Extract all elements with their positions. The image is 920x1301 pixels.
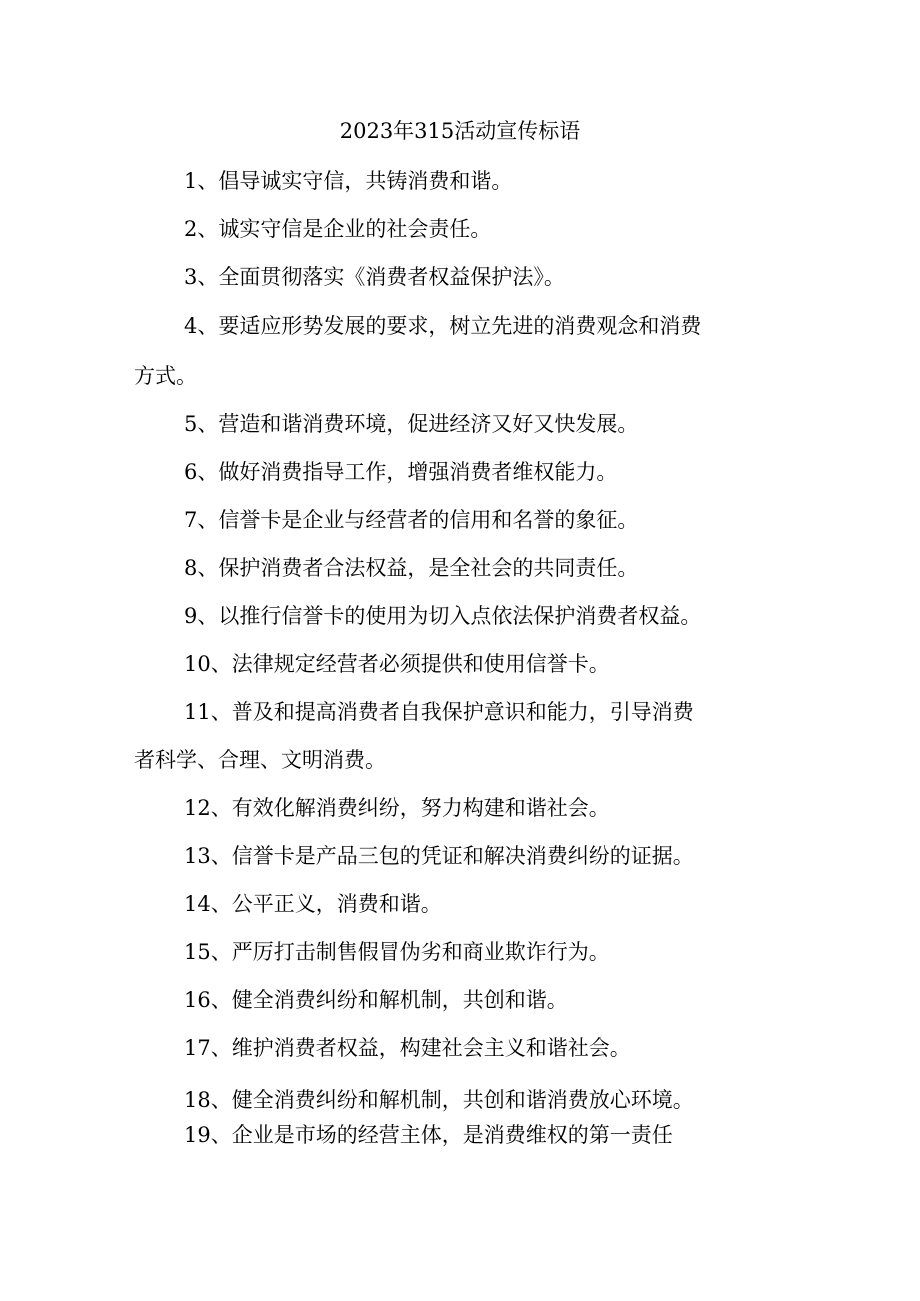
slogan-15: 15、严厉打击制售假冒伪劣和商业欺诈行为。 [184, 940, 610, 964]
document-title: 2023年315活动宣传标语 [339, 119, 581, 143]
slogan-5: 5、营造和谐消费环境，促进经济又好又快发展。 [184, 412, 639, 436]
slogan-13: 13、信誉卡是产品三包的凭证和解决消费纠纷的证据。 [184, 844, 694, 868]
slogan-1: 1、倡导诚实守信，共铸消费和谐。 [184, 169, 513, 193]
slogan-17: 17、维护消费者权益，构建社会主义和谐社会。 [184, 1036, 631, 1060]
slogan-18: 18、健全消费纠纷和解机制，共创和谐消费放心环境。 [184, 1088, 694, 1112]
slogan-3: 3、全面贯彻落实《消费者权益保护法》。 [184, 265, 565, 289]
slogan-8: 8、保护消费者合法权益，是全社会的共同责任。 [184, 556, 639, 580]
slogan-14: 14、公平正义，消费和谐。 [184, 892, 442, 916]
slogan-10: 10、法律规定经营者必须提供和使用信誉卡。 [184, 652, 610, 676]
slogan-7: 7、信誉卡是企业与经营者的信用和名誉的象征。 [184, 508, 639, 532]
slogan-2: 2、诚实守信是企业的社会责任。 [184, 217, 492, 241]
slogan-11-line-2: 者科学、合理、文明消费。 [134, 748, 386, 772]
slogan-19: 19、企业是市场的经营主体，是消费维权的第一责任 [184, 1123, 673, 1147]
slogan-6: 6、做好消费指导工作，增强消费者维权能力。 [184, 460, 618, 484]
slogan-4-line-2: 方式。 [134, 364, 197, 388]
slogan-11-line-1: 11、普及和提高消费者自我保护意识和能力，引导消费 [184, 700, 694, 724]
slogan-9: 9、以推行信誉卡的使用为切入点依法保护消费者权益。 [184, 604, 702, 628]
slogan-16: 16、健全消费纠纷和解机制，共创和谐。 [184, 988, 568, 1012]
slogan-12: 12、有效化解消费纠纷，努力构建和谐社会。 [184, 796, 610, 820]
slogan-4-line-1: 4、要适应形势发展的要求，树立先进的消费观念和消费 [184, 314, 702, 338]
